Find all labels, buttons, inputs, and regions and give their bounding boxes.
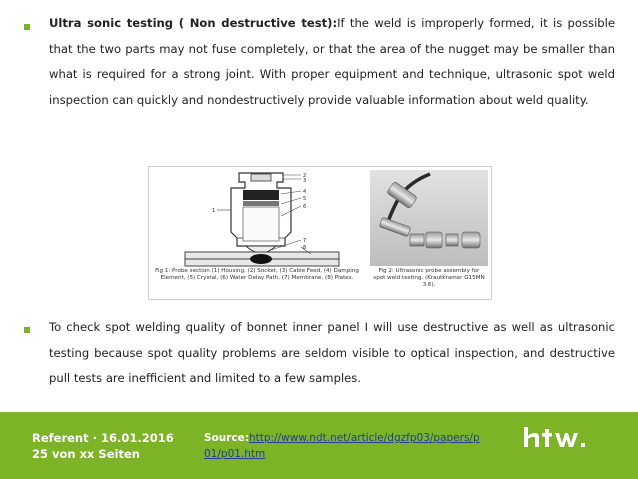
callout-label: 7 — [303, 238, 307, 244]
paragraph-body: If the weld is improperly formed, it is possible that the two parts may not fuse completely, or that the area of the nugget may be smaller than what is required for a strong joint. With proper equipment and technique, ultrasonic spot weld inspection can quickly and nondestructively provide valuable information about weld quality. — [49, 16, 616, 107]
referent-date: Referent · 16.01.2016 — [32, 431, 174, 445]
callout-label: 5 — [303, 196, 307, 202]
ultrasonic-probe-figure — [148, 166, 492, 300]
source-label: Source: — [204, 432, 249, 444]
callout-label: 1 — [212, 208, 216, 214]
paragraph-lead: Ultra sonic testing ( Non destructive test): — [49, 16, 338, 30]
callout-label: 8 — [303, 245, 307, 251]
htw-logo — [522, 423, 596, 453]
callout-label: 4 — [303, 189, 307, 195]
callout-label: 3 — [303, 178, 307, 184]
footer-source — [204, 430, 484, 462]
footer-referent — [32, 430, 174, 462]
callout-label: 2 — [303, 173, 307, 179]
bullet-marker — [24, 327, 30, 333]
figure-2-caption: Fig 2: Ultrasonic probe assembly for spot weld testing. (Krautkramer G15MN 3.6). — [373, 268, 485, 288]
callout-label: 6 — [303, 204, 307, 210]
paragraph-spot-weld-quality: To check spot welding quality of bonnet inner panel I will use destructive as well as ultrasonic testing because spot quality problems are seldom visible to optical inspection, and destructive pull tests are inefficient and limited to a few samples. — [49, 320, 615, 385]
figure-1-caption: Fig 1: Probe section (1) Housing, (2) Socket, (3) Cable Feed, (4) Damping Element, (5) Crystal, (6) Water Delay Path, (7) Membrane, (8) Plates. — [155, 268, 359, 281]
paragraph-ultrasonic-testing — [49, 11, 615, 113]
bullet-marker — [24, 24, 30, 30]
page-count: 25 von xx Seiten — [32, 447, 140, 461]
source-link[interactable]: http://www.ndt.net/article/dgzfp03/papers/p01/p01.htm — [204, 432, 480, 460]
